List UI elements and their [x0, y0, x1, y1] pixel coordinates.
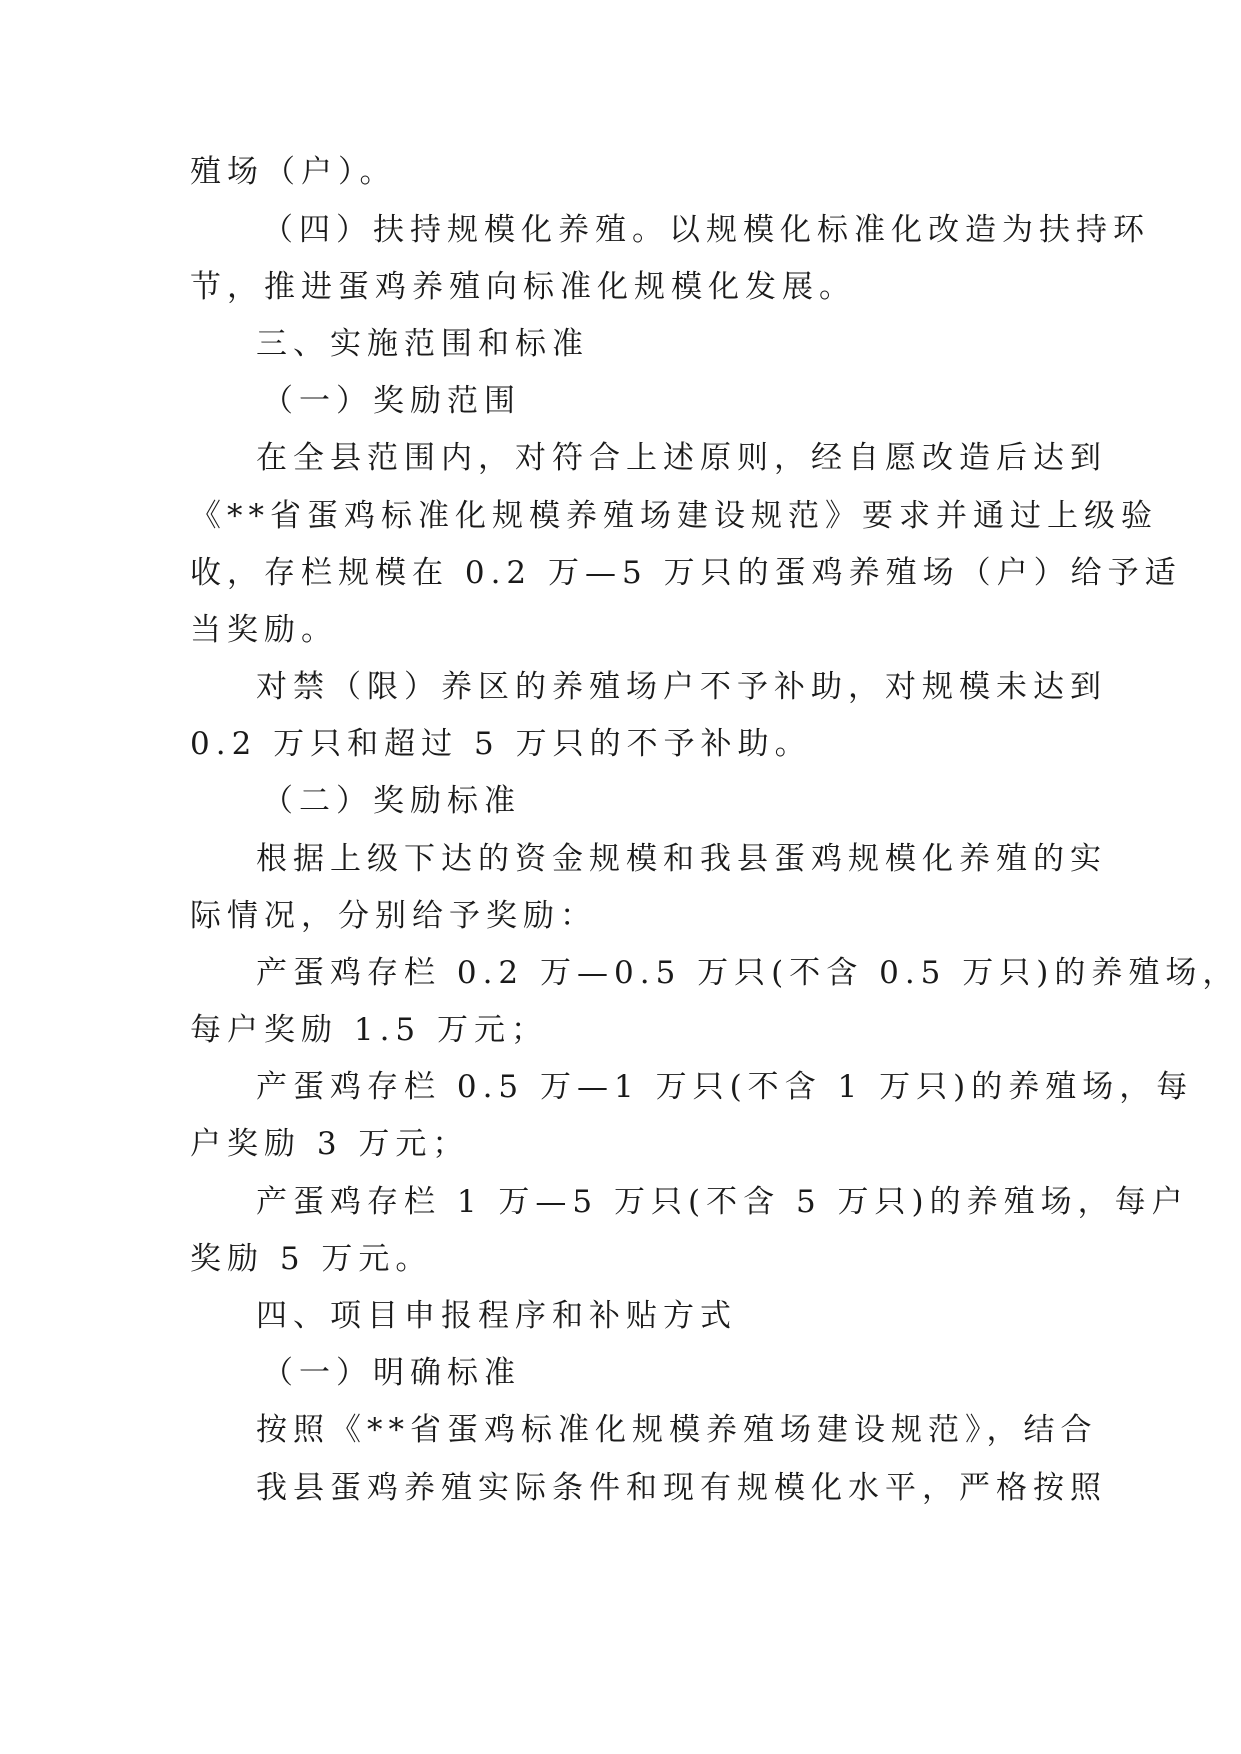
subsection-heading: （二）奖励标准 [262, 783, 521, 819]
text-line: 奖励 5 万元。 [190, 1241, 433, 1277]
text-line: 产蛋鸡存栏 1 万—5 万只(不含 5 万只)的养殖场，每户 [256, 1184, 1189, 1220]
text-line: 0.2 万只和超过 5 万只的不予补助。 [190, 726, 812, 762]
text-line: 在全县范围内，对符合上述原则，经自愿改造后达到 [256, 440, 1107, 476]
text-line: 《**省蛋鸡标准化规模养殖场建设规范》要求并通过上级验 [190, 498, 1158, 534]
subsection-heading: （一）奖励范围 [262, 383, 521, 419]
section-heading: 四、项目申报程序和补贴方式 [256, 1298, 737, 1334]
text-line: 根据上级下达的资金规模和我县蛋鸡规模化养殖的实 [256, 841, 1107, 877]
text-line: 殖场（户）。 [190, 154, 397, 190]
text-line: 收，存栏规模在 0.2 万—5 万只的蛋鸡养殖场（户）给予适 [190, 555, 1182, 591]
text-line: （四）扶持规模化养殖。以规模化标准化改造为扶持环 [262, 212, 1150, 248]
text-line: 按照《**省蛋鸡标准化规模养殖场建设规范》，结合 [256, 1412, 1098, 1448]
text-line: 对禁（限）养区的养殖场户不予补助，对规模未达到 [256, 669, 1107, 705]
subsection-heading: （一）明确标准 [262, 1355, 521, 1391]
text-line: 节，推进蛋鸡养殖向标准化规模化发展。 [190, 269, 856, 305]
text-line: 际情况，分别给予奖励： [190, 898, 597, 934]
text-line: 户奖励 3 万元； [190, 1126, 470, 1162]
text-line: 我县蛋鸡养殖实际条件和现有规模化水平，严格按照 [256, 1470, 1107, 1506]
text-line: 每户奖励 1.5 万元； [190, 1012, 549, 1048]
text-line: 产蛋鸡存栏 0.2 万—0.5 万只(不含 0.5 万只)的养殖场， [256, 955, 1240, 991]
section-heading: 三、实施范围和标准 [256, 326, 589, 362]
text-line: 产蛋鸡存栏 0.5 万—1 万只(不含 1 万只)的养殖场，每 [256, 1069, 1194, 1105]
text-line: 当奖励。 [190, 612, 338, 648]
